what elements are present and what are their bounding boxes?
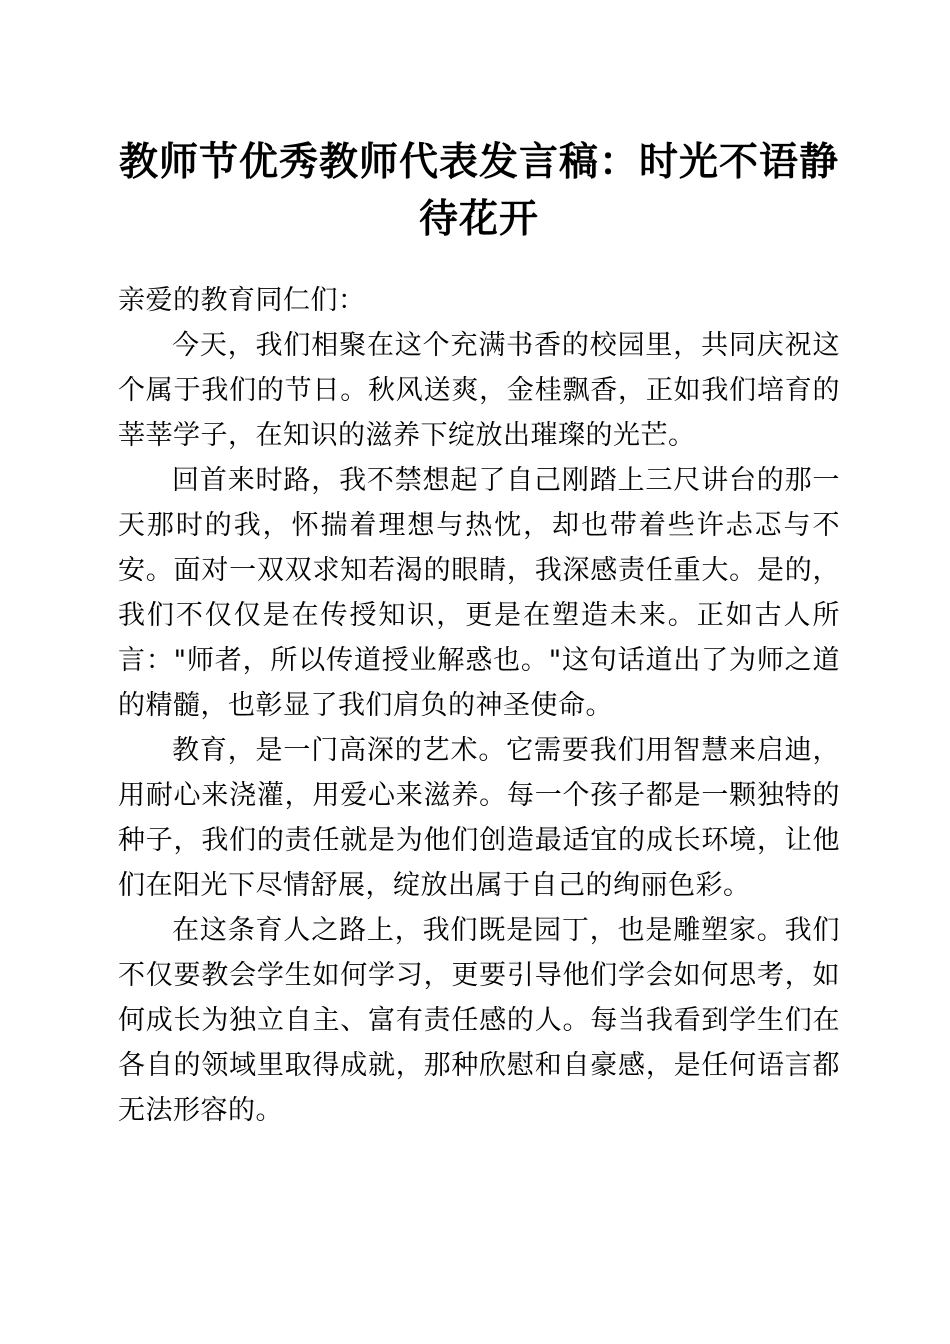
body-paragraph: 回首来时路，我不禁想起了自己刚踏上三尺讲台的那一天那时的我，怀揣着理想与热忱，却也带着些许忐忑与不安。面对一双双求知若渴的眼睛，我深感责任重大。是的，我们不仅仅是在传授知识，更是在塑造未来。正如古人所言："师者，所以传道授业解惑也。"这句话道出了为师之道的精髓，也彰显了我们肩负的神圣使命。 (118, 465, 840, 721)
body-paragraph: 在这条育人之路上，我们既是园丁，也是雕塑家。我们不仅要教会学生如何学习，更要引导他们学会如何思考，如何成长为独立自主、富有责任感的人。每当我看到学生们在各自的领域里取得成就，那种欣慰和自豪感，是任何语言都无法形容的。 (118, 915, 840, 1126)
document-body-text (118, 278, 840, 1133)
document-title: 教师节优秀教师代表发言稿：时光不语静待花开 (118, 141, 839, 241)
salutation-line: 亲爱的教育同仁们： (118, 285, 366, 316)
body-paragraph: 今天，我们相聚在这个充满书香的校园里，共同庆祝这个属于我们的节日。秋风送爽，金桂飘香，正如我们培育的莘莘学子，在知识的滋养下绽放出璀璨的光芒。 (118, 330, 840, 451)
body-paragraph: 教育，是一门高深的艺术。它需要我们用智慧来启迪，用耐心来浇灌，用爱心来滋养。每一个孩子都是一颗独特的种子，我们的责任就是为他们创造最适宜的成长环境，让他们在阳光下尽情舒展，绽放出属于自己的绚丽色彩。 (118, 735, 840, 901)
